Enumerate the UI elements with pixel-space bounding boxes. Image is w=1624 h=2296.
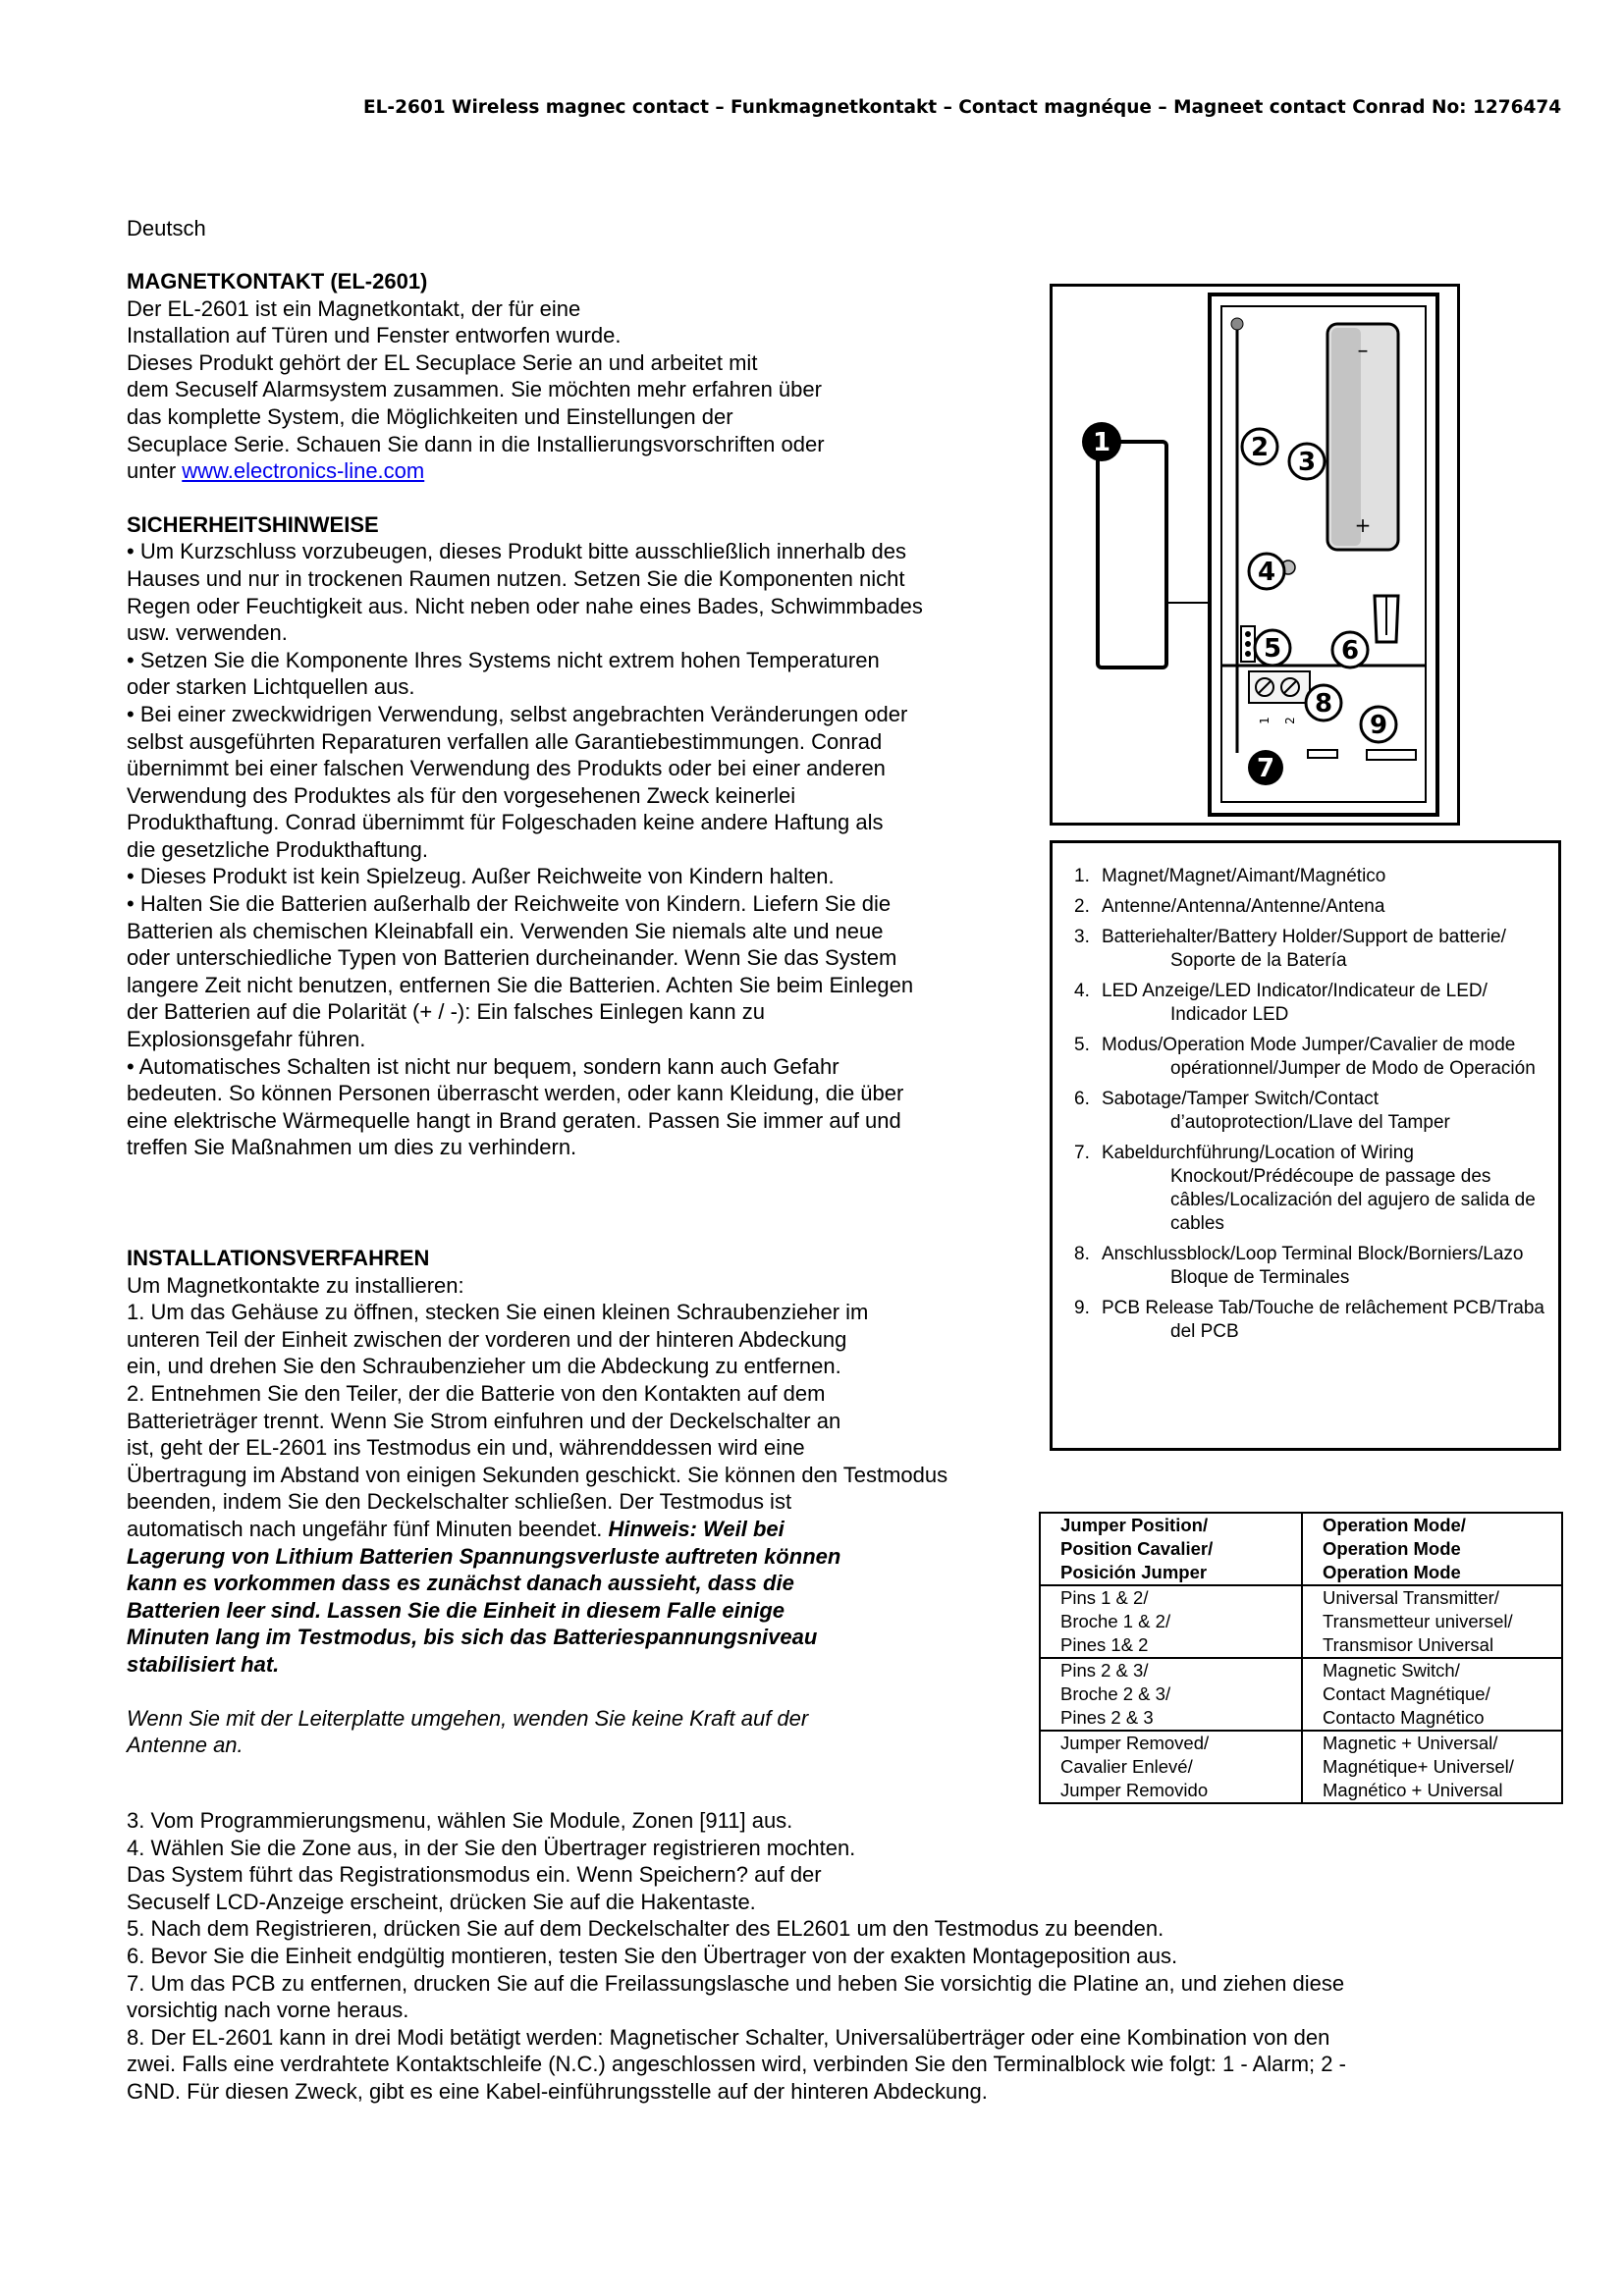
legend-item bbox=[1074, 926, 1546, 973]
text-line: eine elektrische Wärmequelle hangt in Brand geraten. Passen Sie immer auf und bbox=[127, 1107, 901, 1133]
text-line: die gesetzliche Produkthaftung. bbox=[127, 836, 428, 862]
wiring-knockout-shape bbox=[1308, 750, 1337, 758]
callout-9 bbox=[1361, 707, 1396, 742]
table-cell bbox=[1040, 1658, 1302, 1731]
cell-line: Jumper Removido bbox=[1060, 1780, 1209, 1800]
installation-last-prefix: automatisch nach ungefähr fünf Minuten beendet. bbox=[127, 1516, 609, 1541]
text-line: • Bei einer zweckwidrigen Verwendung, selbst angebrachten Veränderungen oder bbox=[127, 701, 908, 726]
cell-line: Transmetteur universel/ bbox=[1323, 1611, 1513, 1631]
text-line: • Um Kurzschluss vorzubeugen, dieses Produkt bitte ausschließlich innerhalb des bbox=[127, 539, 906, 564]
cell-line: Posición Jumper bbox=[1060, 1562, 1208, 1582]
text-line: Regen oder Feuchtigkeit aus. Nicht neben oder nahe eines Bades, Schwimmbades bbox=[127, 593, 923, 618]
table-cell bbox=[1302, 1585, 1562, 1658]
cell-line: Pines 1& 2 bbox=[1060, 1634, 1149, 1655]
cell-line: Broche 2 & 3/ bbox=[1060, 1683, 1171, 1704]
step-line: GND. Für diesen Zweck, gibt es eine Kabel-einführungsstelle auf der hinteren Abdeckung. bbox=[127, 2078, 988, 2104]
text-line: beenden, indem Sie den Deckelschalter schließen. Der Testmodus ist bbox=[127, 1489, 792, 1515]
svg-text:9: 9 bbox=[1369, 711, 1388, 740]
antenna-tip bbox=[1231, 318, 1243, 330]
terminal-label-2: 2 bbox=[1283, 717, 1297, 724]
text-line: treffen Sie Maßnahmen um dies zu verhindern. bbox=[127, 1135, 577, 1160]
cell-line: Operation Mode bbox=[1323, 1562, 1461, 1582]
text-line: • Dieses Produkt ist kein Spielzeug. Außer Reichweite von Kindern halten. bbox=[127, 864, 835, 889]
cell-line: Magnético + Universal bbox=[1323, 1780, 1503, 1800]
text-line: der Batterien auf die Polarität (+ / -): Ein falsches Einlegen kann zu bbox=[127, 999, 765, 1025]
installation-text bbox=[127, 1272, 1025, 1516]
callout-7 bbox=[1248, 750, 1283, 785]
step-line: Das System führt das Registrationsmodus ein. Wenn Speichern? auf der bbox=[127, 1862, 822, 1888]
step-line: 6. Bevor Sie die Einheit endgültig montieren, testen Sie den Übertrager von der exakten Montageposition aus. bbox=[127, 1943, 1178, 1968]
magnetkontakt-text bbox=[127, 295, 1025, 458]
header-operation-mode bbox=[1302, 1513, 1562, 1585]
terminal-label-1: 1 bbox=[1258, 717, 1272, 724]
text-line: usw. verwenden. bbox=[127, 620, 288, 646]
device-diagram bbox=[1050, 284, 1460, 826]
cell-line: Magnetic Switch/ bbox=[1323, 1660, 1460, 1681]
callout-8 bbox=[1306, 685, 1341, 721]
step-line: 8. Der EL-2601 kann in drei Modi betätigt werden: Magnetischer Schalter, Universalüberträger oder eine Kombination von den bbox=[127, 2024, 1330, 2050]
legend-list bbox=[1074, 865, 1546, 1344]
battery-plus: + bbox=[1354, 513, 1372, 537]
legend-text: Kabeldurchführung/Location of Wiring Knockout/Prédécoupe de passage des câbles/Localización del agujero de salida de cables bbox=[1102, 1143, 1536, 1234]
note-line: Antenne an. bbox=[127, 1733, 244, 1758]
text-line: unteren Teil der Einheit zwischen der vorderen und der hinteren Abdeckung bbox=[127, 1326, 847, 1352]
table-cell bbox=[1040, 1585, 1302, 1658]
legend-item bbox=[1074, 1243, 1546, 1290]
jumper-table bbox=[1039, 1512, 1563, 1804]
text-line: Batterieträger trennt. Wenn Sie Strom einfuhren und der Deckelschalter an bbox=[127, 1408, 841, 1433]
text-line: dem Secuself Alarmsystem zusammen. Sie möchten mehr erfahren über bbox=[127, 377, 822, 402]
cell-line: Cavalier Enlevé/ bbox=[1060, 1756, 1193, 1777]
table-row bbox=[1040, 1731, 1562, 1803]
legend-item bbox=[1074, 1088, 1546, 1135]
left-column bbox=[127, 268, 1025, 1759]
legend-item bbox=[1074, 1142, 1546, 1236]
legend-text: PCB Release Tab/Touche de relâchement PCB/Traba del PCB bbox=[1102, 1298, 1544, 1342]
legend-text: Sabotage/Tamper Switch/Contact d’autoprotection/Llave del Tamper bbox=[1102, 1089, 1450, 1133]
hint-line: kann es vorkommen dass es zunächst danach aussieht, dass die bbox=[127, 1571, 794, 1596]
legend-text: Magnet/Magnet/Aimant/Magnético bbox=[1102, 866, 1386, 886]
table-cell bbox=[1302, 1731, 1562, 1803]
callout-4 bbox=[1249, 554, 1284, 589]
hint-line: stabilisiert hat. bbox=[127, 1651, 280, 1677]
link-line bbox=[127, 457, 1025, 485]
legend-text: LED Anzeige/LED Indicator/Indicateur de LED/ Indicador LED bbox=[1102, 981, 1488, 1025]
step-line: Secuself LCD-Anzeige erscheint, drücken Sie auf die Hakentaste. bbox=[127, 1889, 756, 1914]
housing-outline bbox=[1210, 294, 1437, 815]
table-row bbox=[1040, 1658, 1562, 1731]
hint-first: Hinweis: Weil bei bbox=[608, 1516, 785, 1541]
legend-text: Anschlussblock/Loop Terminal Block/Borniers/Lazo Bloque de Terminales bbox=[1102, 1244, 1524, 1288]
cell-line: Jumper Position/ bbox=[1060, 1515, 1209, 1535]
antenna-note bbox=[127, 1705, 1025, 1759]
text-line: oder unterschiedliche Typen von Batterien durcheinander. Wenn Sie das System bbox=[127, 945, 897, 971]
cell-line: Magnetic + Universal/ bbox=[1323, 1733, 1498, 1753]
text-line: Hauses und nur in trockenen Raumen nutzen. Setzen Sie die Komponenten nicht bbox=[127, 565, 905, 591]
text-line: ist, geht der EL-2601 ins Testmodus ein und, währenddessen wird eine bbox=[127, 1435, 805, 1461]
text-line: • Automatisches Schalten ist nicht nur bequem, sondern kann auch Gefahr bbox=[127, 1053, 839, 1079]
cell-line: Broche 1 & 2/ bbox=[1060, 1611, 1171, 1631]
jumper-table-header bbox=[1040, 1513, 1562, 1585]
text-line: bedeuten. So können Personen überrascht werden, oder kann Kleidung, die über bbox=[127, 1081, 904, 1106]
component-legend bbox=[1050, 840, 1561, 1451]
cell-line: Contacto Magnético bbox=[1323, 1707, 1485, 1728]
legend-item bbox=[1074, 865, 1546, 888]
note-line: Wenn Sie mit der Leiterplatte umgehen, wenden Sie keine Kraft auf der bbox=[127, 1705, 809, 1731]
text-line: Installation auf Türen und Fenster entworfen wurde. bbox=[127, 323, 622, 348]
hint-line: Minuten lang im Testmodus, bis sich das Batteriespannungsniveau bbox=[127, 1625, 818, 1650]
cell-line: Position Cavalier/ bbox=[1060, 1538, 1214, 1559]
legend-number: 6. bbox=[1074, 1089, 1090, 1109]
hint-line: Lagerung von Lithium Batterien Spannungsverluste auftreten können bbox=[127, 1543, 841, 1569]
page-header: EL-2601 Wireless magnec contact – Funkmagnetkontakt – Contact magnéque – Magneet contact Conrad No: 1276474 bbox=[363, 97, 1562, 118]
cell-line: Pins 1 & 2/ bbox=[1060, 1587, 1149, 1608]
battery-minus: – bbox=[1357, 339, 1369, 363]
safety-text bbox=[127, 538, 1025, 1161]
cell-line: Pines 2 & 3 bbox=[1060, 1707, 1154, 1728]
text-line: Der EL-2601 ist ein Magnetkontakt, der für eine bbox=[127, 295, 581, 321]
callout-2 bbox=[1242, 429, 1277, 464]
text-line: übernimmt bei einer falschen Verwendung des Produkts oder bei einer anderen bbox=[127, 756, 886, 781]
table-cell bbox=[1040, 1731, 1302, 1803]
text-line: Dieses Produkt gehört der EL Secuplace Serie an und arbeitet mit bbox=[127, 349, 758, 375]
text-line: Übertragung im Abstand von einigen Sekunden geschickt. Sie können den Testmodus bbox=[127, 1462, 948, 1487]
hint-text bbox=[127, 1543, 1025, 1679]
language-label: Deutsch bbox=[127, 216, 206, 240]
svg-text:8: 8 bbox=[1314, 689, 1333, 719]
callout-3 bbox=[1289, 444, 1325, 479]
text-line: 1. Um das Gehäuse zu öffnen, stecken Sie einen kleinen Schraubenzieher im bbox=[127, 1300, 869, 1325]
table-row bbox=[1040, 1585, 1562, 1658]
hint-line: Batterien leer sind. Lassen Sie die Einheit in diesem Falle einige bbox=[127, 1597, 785, 1623]
legend-number: 2. bbox=[1074, 896, 1090, 917]
legend-number: 7. bbox=[1074, 1143, 1090, 1163]
legend-number: 5. bbox=[1074, 1035, 1090, 1055]
terminal-block-shape bbox=[1249, 671, 1310, 703]
text-line: Batterien als chemischen Kleinabfall ein. Verwenden Sie niemals alte und neue bbox=[127, 918, 884, 943]
text-line: oder starken Lichtquellen aus. bbox=[127, 674, 415, 700]
section-title-installation: INSTALLATIONSVERFAHREN bbox=[127, 1246, 430, 1270]
section-title-sicherheit: SICHERHEITSHINWEISE bbox=[127, 511, 379, 537]
svg-text:5: 5 bbox=[1263, 634, 1282, 664]
text-line: Produkthaftung. Conrad übernimmt für Folgeschaden keine andere Haftung als bbox=[127, 810, 884, 835]
step-line: 5. Nach dem Registrieren, drücken Sie auf dem Deckelschalter des EL2601 um den Testmodus zu beenden. bbox=[127, 1916, 1164, 1942]
release-tab-shape bbox=[1367, 750, 1416, 760]
legend-number: 9. bbox=[1074, 1298, 1090, 1318]
svg-text:3: 3 bbox=[1297, 448, 1317, 477]
text-line: das komplette System, die Möglichkeiten und Einstellungen der bbox=[127, 403, 733, 429]
cell-line: Pins 2 & 3/ bbox=[1060, 1660, 1149, 1681]
step-line: zwei. Falls eine verdrahtete Kontaktschleife (N.C.) angeschlossen wird, verbinden Sie den Terminalblock wie folgt: 1 - Alarm; 2 - bbox=[127, 2052, 1346, 2077]
text-line: • Halten Sie die Batterien außerhalb der Reichweite von Kindern. Liefern Sie die bbox=[127, 891, 892, 917]
legend-item bbox=[1074, 980, 1546, 1027]
legend-number: 1. bbox=[1074, 866, 1090, 886]
svg-text:7: 7 bbox=[1256, 754, 1275, 783]
text-line: selbst ausgeführten Reparaturen verfallen alle Garantiebestimmungen. Conrad bbox=[127, 728, 883, 754]
cell-line: Universal Transmitter/ bbox=[1323, 1587, 1499, 1608]
svg-text:4: 4 bbox=[1257, 558, 1276, 587]
cell-line: Operation Mode bbox=[1323, 1538, 1461, 1559]
legend-text: Modus/Operation Mode Jumper/Cavalier de mode opérationnel/Jumper de Modo de Operación bbox=[1102, 1035, 1536, 1079]
steps-list bbox=[127, 1807, 1501, 2106]
legend-item bbox=[1074, 1297, 1546, 1344]
cell-line: Magnétique+ Universel/ bbox=[1323, 1756, 1514, 1777]
cell-line: Jumper Removed/ bbox=[1060, 1733, 1210, 1753]
header-jumper-position bbox=[1040, 1513, 1302, 1585]
device-diagram-svg bbox=[1053, 287, 1457, 823]
legend-text: Antenne/Antenna/Antenne/Antena bbox=[1102, 896, 1385, 917]
table-cell bbox=[1302, 1658, 1562, 1731]
step-line: 3. Vom Programmierungsmenu, wählen Sie Module, Zonen [911] aus. bbox=[127, 1808, 793, 1833]
text-line: Um Magnetkontakte zu installieren: bbox=[127, 1272, 464, 1298]
svg-text:6: 6 bbox=[1340, 636, 1360, 666]
text-line: Verwendung des Produktes als für den vorgesehenen Zweck keinerlei bbox=[127, 782, 796, 808]
installation-last-line bbox=[127, 1516, 1025, 1543]
svg-text:1: 1 bbox=[1092, 428, 1111, 457]
step-line: vorsichtig nach vorne heraus. bbox=[127, 1998, 409, 2023]
text-line: 2. Entnehmen Sie den Teiler, der die Batterie von den Kontakten auf dem bbox=[127, 1380, 826, 1406]
cell-line: Contact Magnétique/ bbox=[1323, 1683, 1490, 1704]
link-prefix: unter bbox=[127, 458, 183, 484]
legend-item bbox=[1074, 1034, 1546, 1081]
callout-6 bbox=[1332, 632, 1368, 667]
cell-line: Transmisor Universal bbox=[1323, 1634, 1494, 1655]
text-line: Secuplace Serie. Schauen Sie dann in die Installierungsvorschriften oder bbox=[127, 431, 825, 456]
step-line: 4. Wählen Sie die Zone aus, in der Sie den Übertrager registrieren mochten. bbox=[127, 1835, 856, 1860]
svg-text:2: 2 bbox=[1250, 433, 1270, 462]
legend-number: 4. bbox=[1074, 981, 1090, 1001]
text-line: ein, und drehen Sie den Schraubenzieher um die Abdeckung zu entfernen. bbox=[127, 1354, 841, 1379]
step-line: 7. Um das PCB zu entfernen, drucken Sie auf die Freilassungslasche und heben Sie vorsichtig die Platine an, und ziehen diese bbox=[127, 1970, 1345, 1996]
callout-1 bbox=[1082, 422, 1121, 461]
callout-5 bbox=[1255, 630, 1290, 666]
legend-text: Batteriehalter/Battery Holder/Support de batterie/ Soporte de la Batería bbox=[1102, 927, 1506, 971]
section-title-magnetkontakt: MAGNETKONTAKT (EL-2601) bbox=[127, 269, 428, 294]
text-line: langere Zeit nicht benutzen, entfernen Sie die Batterien. Achten Sie beim Einlegen bbox=[127, 972, 914, 997]
legend-item bbox=[1074, 895, 1546, 919]
text-line: Explosionsgefahr führen. bbox=[127, 1027, 366, 1052]
website-link[interactable]: www.electronics-line.com bbox=[182, 458, 425, 484]
cell-line: Operation Mode/ bbox=[1323, 1515, 1466, 1535]
magnet-shape bbox=[1098, 442, 1166, 667]
legend-number: 3. bbox=[1074, 927, 1090, 947]
text-line: • Setzen Sie die Komponente Ihres Systems nicht extrem hohen Temperaturen bbox=[127, 647, 880, 672]
legend-number: 8. bbox=[1074, 1244, 1090, 1264]
